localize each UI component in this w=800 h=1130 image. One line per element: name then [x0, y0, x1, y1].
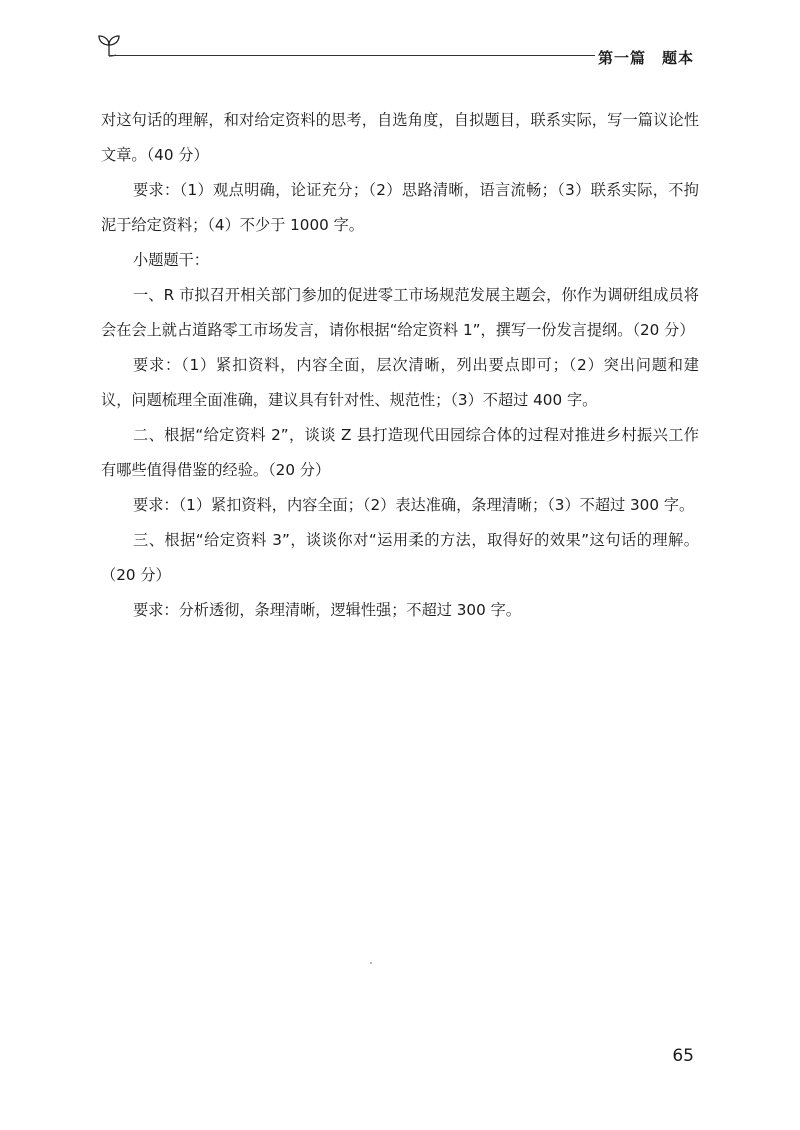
page-header — [0, 0, 800, 80]
paragraph: 要求：（1）紧扣资料，内容全面，层次清晰，列出要点即可；（2）突出问题和建议，问题梳理全面准确，建议具有针对性、规范性；（3）不超过 400 字。 — [101, 356, 699, 409]
paragraph: 三、根据“给定资料 3”，谈谈你对“运用柔的方法，取得好的效果”这句话的理解。（20 分） — [101, 531, 699, 584]
header-title: 第一篇 题本 — [597, 49, 694, 67]
page-body — [101, 103, 699, 628]
paragraph: 小题题干： — [133, 251, 209, 269]
paragraph: 二、根据“给定资料 2”，谈谈 Z 县打造现代田园综合体的过程对推进乡村振兴工作有哪些值得借鉴的经验。（20 分） — [101, 426, 699, 479]
paragraph: 要求：（1）紧扣资料，内容全面；（2）表达准确，条理清晰；（3）不超过 300 字。 — [133, 496, 695, 514]
paragraph: 一、R 市拟召开相关部门参加的促进零工市场规范发展主题会，你作为调研组成员将会在会上就占道路零工市场发言，请你根据“给定资料 1”，撰写一份发言提纲。（20 分） — [101, 286, 699, 339]
header-rule — [110, 55, 595, 56]
paragraph: 要求：分析透彻，条理清晰，逻辑性强；不超过 300 字。 — [133, 601, 521, 619]
scan-speck — [370, 962, 372, 964]
page-number: 65 — [672, 1046, 694, 1066]
paragraph: 要求：（1）观点明确，论证充分；（2）思路清晰，语言流畅；（3）联系实际，不拘泥于给定资料；（4）不少于 1000 字。 — [101, 181, 699, 234]
paragraph: 对这句话的理解，和对给定资料的思考，自选角度，自拟题目，联系实际，写一篇议论性文章。（40 分） — [101, 111, 699, 164]
